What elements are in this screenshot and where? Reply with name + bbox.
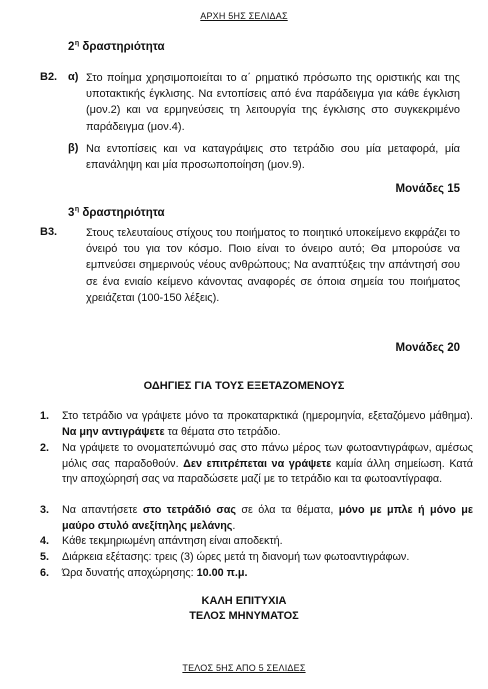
subquestion-b-text: Να εντοπίσεις και να καταγράψεις στο τετράδιο σου μία μεταφορά, μία επανάληψη και μία προσωποποίηση (μον.9). (86, 143, 460, 172)
instruction-text: Διάρκεια εξέτασης: τρεις (3) ώρες μετά τη διανομή των φωτοαντιγράφων. (62, 551, 410, 563)
instruction-number: 3. (40, 504, 50, 516)
instruction-number: 4. (40, 535, 50, 547)
instruction-number: 5. (40, 551, 50, 563)
page-header: ΑΡΧΗ 5ΗΣ ΣΕΛΙΔΑΣ (200, 11, 288, 21)
subquestion-b-label: β) (68, 142, 79, 154)
activity-3-heading: $3^\eta$ δραστηριότητα (68, 206, 165, 219)
subquestion-a-label: α) (68, 71, 79, 83)
instruction-text: Να απαντήσετε στο τετράδιό σας σε όλα τα θέματα, μόνο με μπλε ή μόνο με μαύρο στυλό ανεξίτηλης μελάνης. (62, 504, 473, 532)
closing-good-luck: ΚΑΛΗ ΕΠΙΤΥΧΙΑ (201, 595, 287, 607)
subquestion-a-text: Στο ποίημα χρησιμοποιείται το α΄ ρηματικό πρόσωπο της οριστικής και της υποτακτικής έγκλισης. Να εντοπίσεις από ένα παράδειγμα για κάθε έγκλιση (μον.2) και να ερμηνεύσεις τη λειτουργία της έγκλισης στο συγκεκριμένο παράδειγμα (μον.4). (86, 72, 460, 133)
instruction-number: 2. (40, 442, 50, 454)
closing-end-of-message: ΤΕΛΟΣ ΜΗΝΥΜΑΤΟΣ (189, 610, 299, 622)
question-b3-text: Στους τελευταίους στίχους του ποιήματος το ποιητικό υποκείμενο εκφράζει το όνειρό του για τον κόσμο. Ποιο είναι το όνειρο αυτό; Θα μπορούσε να εμπνεύσει σημερινούς νέους ανθρώπους; Να αναπτύξεις την απάντησή σου σε ένα ενιαίο κείμενο κάνοντας αναφορές σε όποια σημεία του ποιήματος χρειάζεται (100-150 λέξεις). (86, 227, 460, 304)
marks-b3: Μονάδες 20 (395, 342, 460, 354)
marks-b2: Μονάδες 15 (395, 183, 460, 195)
question-b2-label: Β2. (40, 71, 58, 83)
instruction-text: Να γράψετε το ονοματεπώνυμό σας στο πάνω μέρος των φωτοαντιγράφων, αμέσως μόλις σας παραδοθούν. Δεν επιτρέπεται να γράψετε καμία άλλη σημείωση. Κατά την αποχώρησή σας να παραδώσετε μαζί με το τετράδιο και τα φωτοαντίγραφα. (62, 442, 473, 486)
instructions-title: ΟΔΗΓΙΕΣ ΓΙΑ ΤΟΥΣ ΕΞΕΤΑΖΟΜΕΝΟΥΣ (143, 380, 345, 392)
instruction-text: Στο τετράδιο να γράψετε μόνο τα προκαταρκτικά (ημερομηνία, εξεταζόμενο μάθημα). Να μην αντιγράψετε τα θέματα στο τετράδιο. (62, 410, 473, 438)
instruction-text: Κάθε τεκμηριωμένη απάντηση είναι αποδεκτή. (62, 535, 283, 547)
instruction-text: Ώρα δυνατής αποχώρησης: 10.00 π.μ. (62, 567, 248, 579)
page-footer: ΤΕΛΟΣ 5ΗΣ ΑΠΟ 5 ΣΕΛΙΔΕΣ (182, 663, 306, 673)
instruction-number: 1. (40, 410, 50, 422)
instruction-number: 6. (40, 567, 50, 579)
question-b3-label: Β3. (40, 226, 58, 238)
activity-2-heading: $2^\eta$ δραστηριότητα (68, 40, 165, 53)
